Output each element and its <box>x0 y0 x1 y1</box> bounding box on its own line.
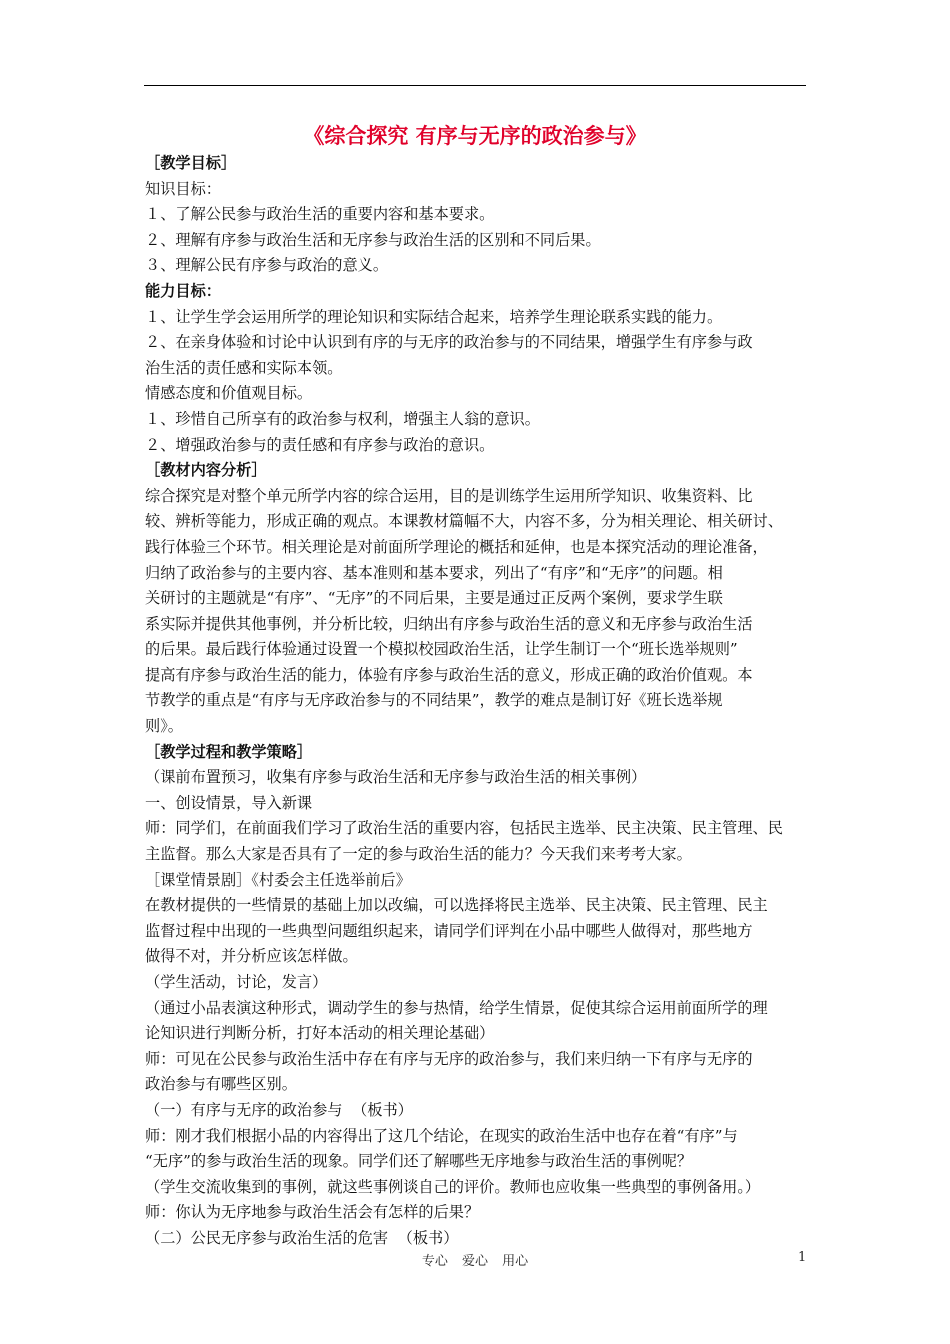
emotion-goal-2: ２、增强政治参与的责任感和有序参与政治的意识。 <box>145 435 495 454</box>
analysis-paragraph: 综合探究是对整个单元所学内容的综合运用，目的是训练学生运用所学知识、收集资料、比 较、辨析等能力，形成正确的观点。本课教材篇幅不大，内容不多，分为相关理论、相关研讨、 践行体验三个环节。相关理论是对前面所学理论的概括和延伸，也是本探究活动的理论准备， 归纳了政治参与的主要内容、基本准则和基本要求，列出了“有序”和“无序”的问题。相 关研讨的主题就是“有序”、“无序”的不同后果，主要是通过正反两个案例，要求学生联 系实际并提供其他事例，并分析比较，归纳出有序参与政治生活的意义和无序参与政治生活 的后果。最后践行体验通过设置一个模拟校园政治生活，让学生制订一个“班长选举规则” 提高有序参与政治生活的能力，体验有序参与政治生活的意义，形成正确的政治价值观。本 节教学的重点是“有序与无序政治参与的不同结果”，教学的难点是制订好《班长选举规 则》。 <box>145 486 783 736</box>
knowledge-goal-2: ２、理解有序参与政治生活和无序参与政治生活的区别和不同后果。 <box>145 230 601 249</box>
footer-word-1: 专心 <box>421 1254 448 1269</box>
classroom-drama-text: 在教材提供的一些情景的基础上加以改编，可以选择将民主选举、民主决策、民主管理、民主 监督过程中出现的一些典型问题组织起来，请同学们评判在小品中哪些人做得对，那些地方 做得不对，并分析应该怎样做。 <box>145 896 768 966</box>
ability-goals-label: 能力目标： <box>145 281 221 300</box>
section-heading-process: ［教学过程和教学策略］ <box>145 742 313 761</box>
ability-goal-1: １、让学生学会运用所学的理论知识和实际结合起来，培养学生理论联系实践的能力。 <box>145 307 723 326</box>
emotion-goals-label: 情感态度和价值观目标。 <box>145 384 313 403</box>
student-exchange: （学生交流收集到的事例，就这些事例谈自己的评价。教师也应收集一些典型的事例备用。） <box>145 1177 761 1196</box>
student-activity: （学生活动，讨论，发言） <box>145 973 328 991</box>
activity-purpose: （通过小品表演这种形式，调动学生的参与热情，给学生情景，促使其综合运用前面所学的理 论知识进行判断分析，打好本活动的相关理论基础） <box>145 998 768 1043</box>
ability-goal-2: ２、在亲身体验和讨论中认识到有序的与无序的政治参与的不同结果，增强学生有序参与政 治生活的责任感和实际本领。 <box>145 333 753 377</box>
teacher-line-4: 师：你认为无序地参与政治生活会有怎样的后果？ <box>145 1203 480 1222</box>
footer-word-2: 爱心 <box>461 1254 488 1269</box>
footer-word-3: 用心 <box>502 1254 529 1269</box>
knowledge-goal-1: １、了解公民参与政治生活的重要内容和基本要求。 <box>145 205 495 224</box>
section-heading-analysis: ［教材内容分析］ <box>145 461 267 480</box>
teacher-line-3: 师：刚才我们根据小品的内容得出了这几个结论，在现实的政治生活中也存在着“有序”与 “无序”的参与政治生活的现象。同学们还了解哪些无序地参与政治生活的事例呢？ <box>145 1126 738 1171</box>
knowledge-goals-label: 知识目标： <box>145 179 221 198</box>
classroom-drama-title: ［课堂情景剧］《村委会主任选举前后》 <box>145 870 411 889</box>
document-body <box>145 151 813 1252</box>
document-title: 《综合探究 有序与无序的政治参与》 <box>303 124 647 148</box>
board-note-1: （一）有序与无序的政治参与 （板书） <box>145 1100 413 1119</box>
page-footer <box>0 1250 950 1269</box>
teacher-line-1: 师：同学们，在前面我们学习了政治生活的重要内容，包括民主选举、民主决策、民主管理、民 主监督。那么大家是否具有了一定的参与政治生活的能力？今天我们来考考大家。 <box>145 819 783 864</box>
process-preparation: （课前布置预习，收集有序参与政治生活和无序参与政治生活的相关事例） <box>145 768 647 787</box>
emotion-goal-1: １、珍惜自己所享有的政治参与权利，增强主人翁的意识。 <box>145 409 540 428</box>
knowledge-goal-3: ３、理解公民有序参与政治的意义。 <box>145 256 388 275</box>
teacher-line-2: 师：可见在公民参与政治生活中存在有序与无序的政治参与，我们来归纳一下有序与无序的 政治参与有哪些区别。 <box>145 1049 753 1094</box>
header-rule <box>144 85 806 86</box>
section-heading-goals: ［教学目标］ <box>145 154 237 172</box>
page-number: 1 <box>798 1250 807 1265</box>
process-step-1: 一、创设情景，导入新课 <box>145 793 313 812</box>
board-note-2: （二）公民无序参与政治生活的危害 （板书） <box>145 1228 459 1247</box>
